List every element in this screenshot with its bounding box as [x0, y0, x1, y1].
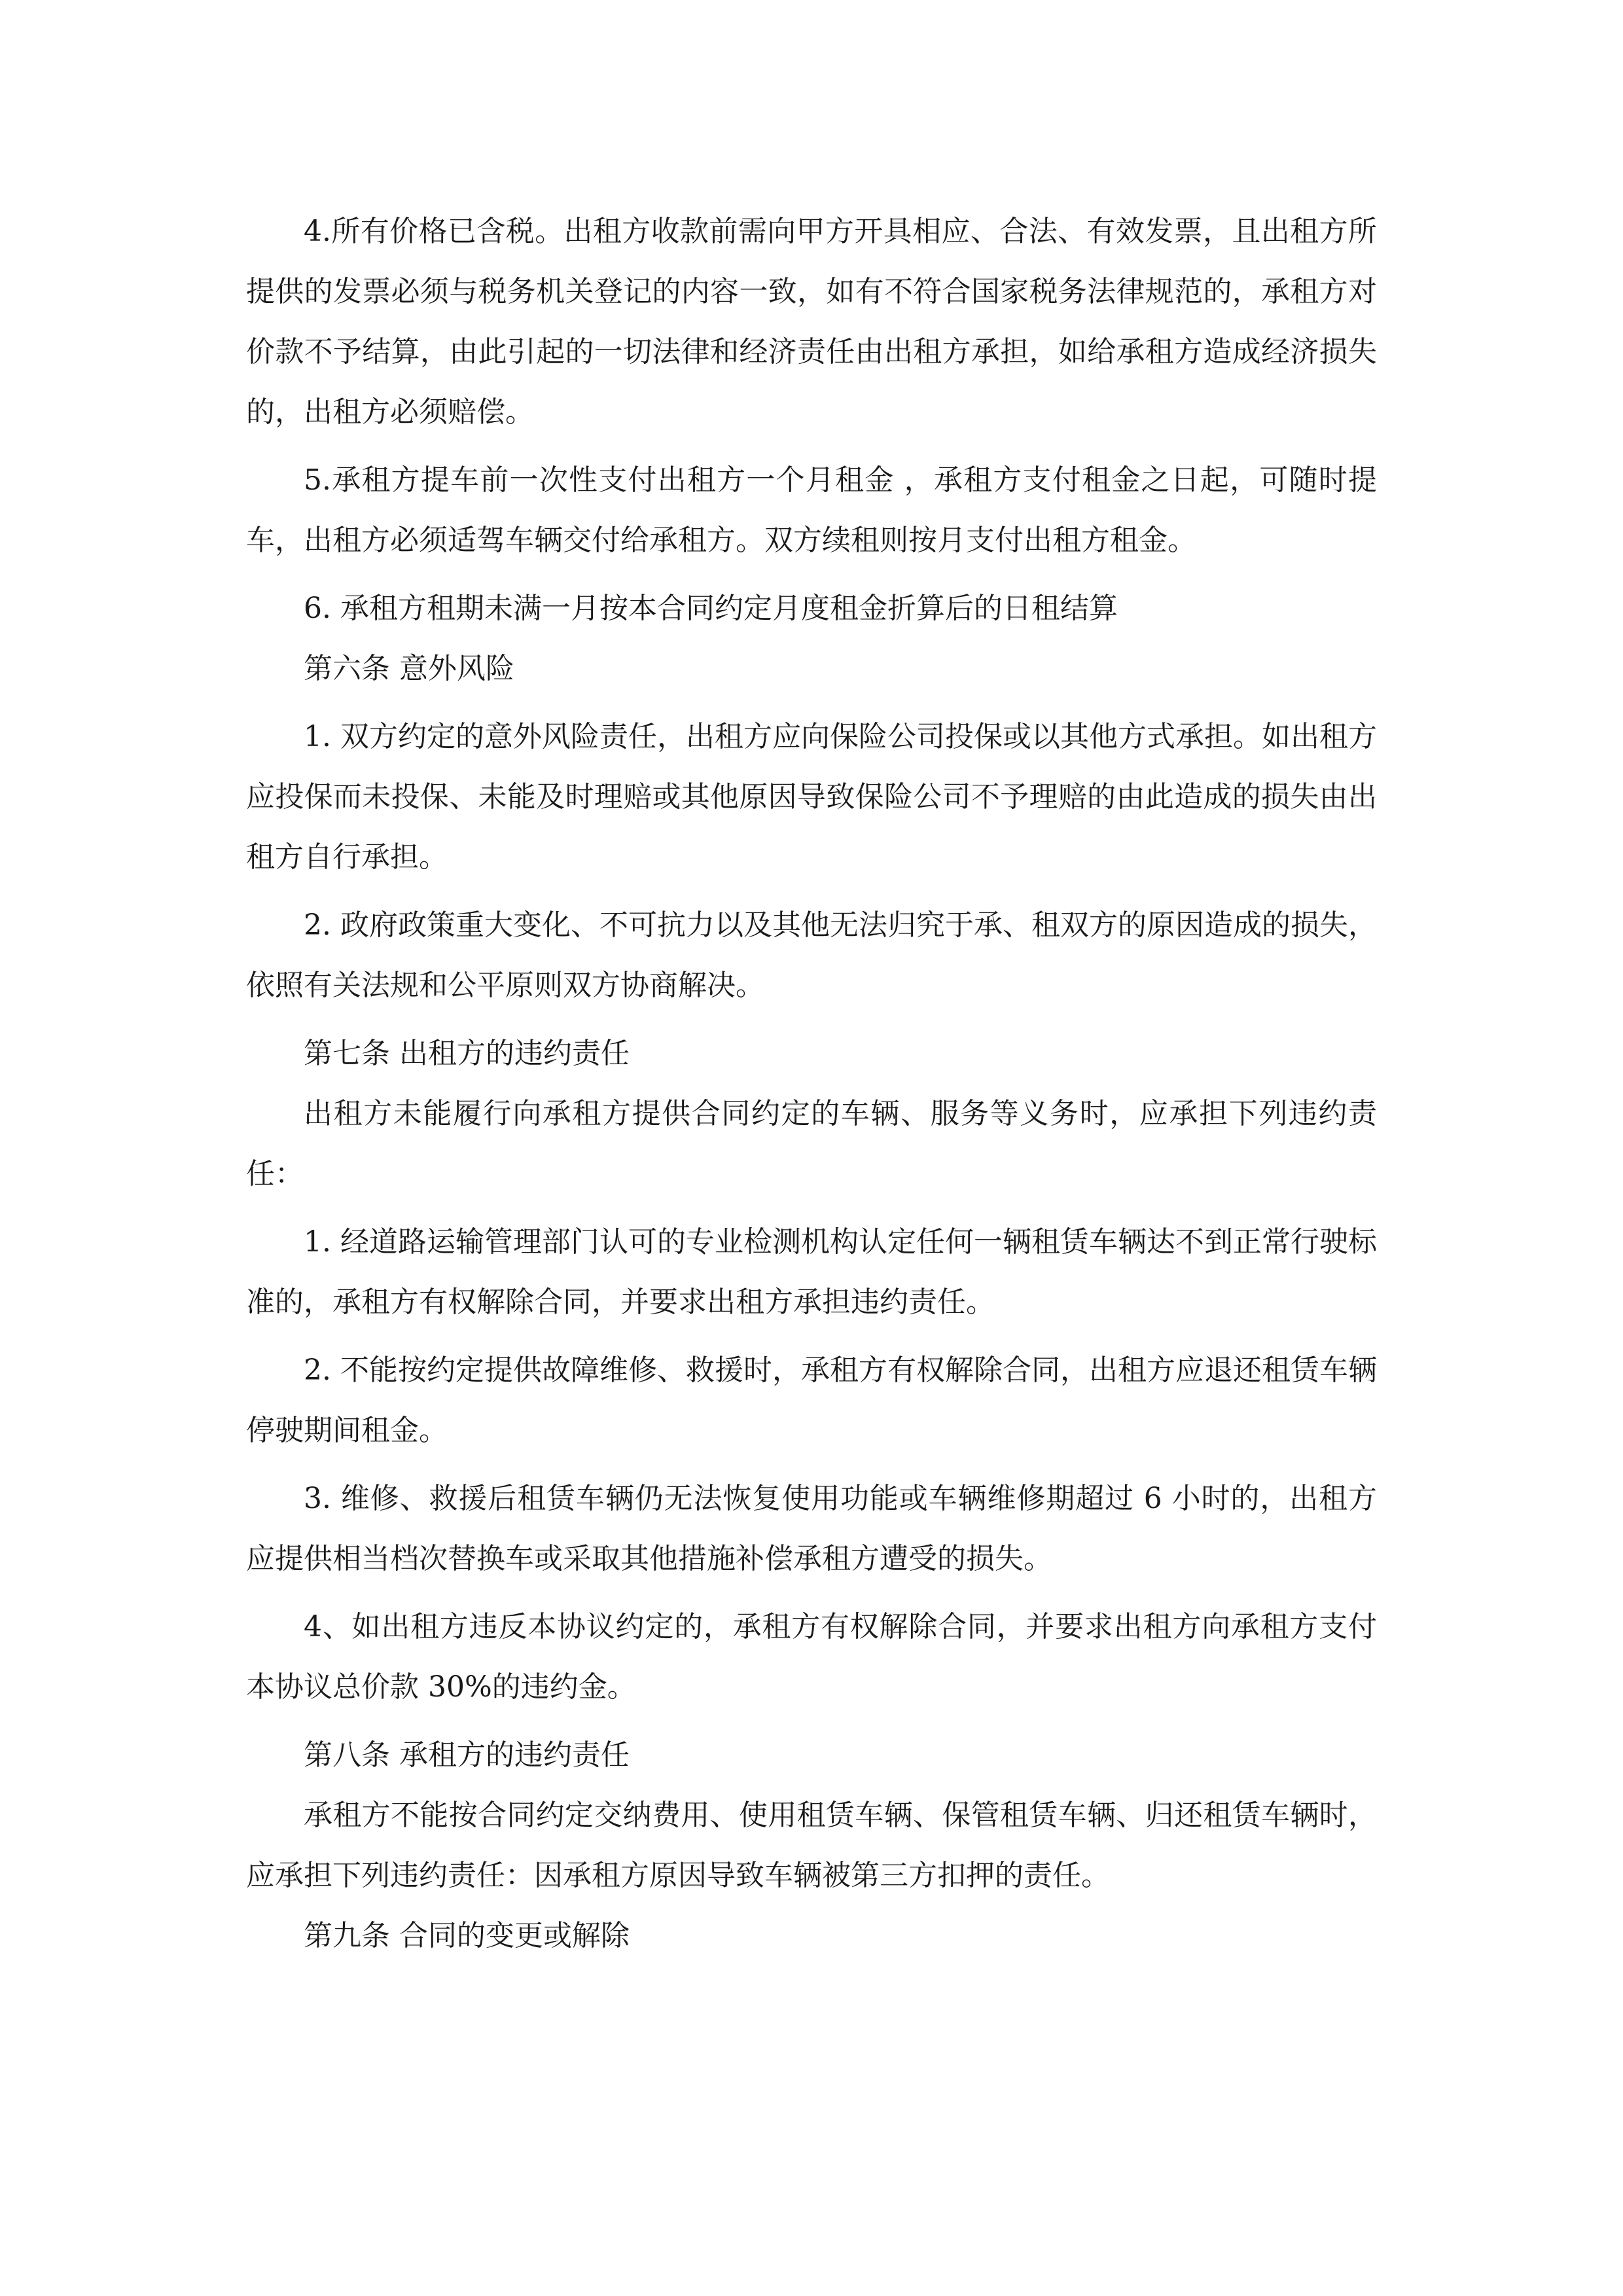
paragraph-article-7-intro: 出租方未能履行向承租方提供合同约定的车辆、服务等义务时，应承担下列违约责任：: [246, 1097, 1377, 1191]
heading-article-8: 第八条 承租方的违约责任: [304, 1738, 630, 1772]
paragraph-daily-rent: 6. 承租方租期未满一月按本合同约定月度租金折算后的日租结算: [304, 592, 1118, 625]
document-body: [246, 202, 1377, 1966]
heading-article-6: 第六条 意外风险: [304, 652, 514, 685]
paragraph-article-7-item-4: 4、如出租方违反本协议约定的，承租方有权解除合同，并要求出租方向承租方支付本协议总价款 30%的违约金。: [246, 1610, 1377, 1704]
paragraph-article-8-body: 承租方不能按合同约定交纳费用、使用租赁车辆、保管租赁车辆、归还租赁车辆时，应承担下列违约责任：因承租方原因导致车辆被第三方扣押的责任。: [246, 1799, 1377, 1892]
paragraph-rent-payment: 5.承租方提车前一次性支付出租方一个月租金 ，承租方支付租金之日起，可随时提车，出租方必须适驾车辆交付给承租方。双方续租则按月支付出租方租金。: [246, 463, 1377, 557]
paragraph-tax-invoice: 4.所有价格已含税。出租方收款前需向甲方开具相应、合法、有效发票，且出租方所提供的发票必须与税务机关登记的内容一致，如有不符合国家税务法律规范的，承租方对价款不予结算，由此引起的一切法律和经济责任由出租方承担，如给承租方造成经济损失的，出租方必须赔偿。: [246, 215, 1377, 429]
paragraph-article-7-item-1: 1. 经道路运输管理部门认可的专业检测机构认定任何一辆租赁车辆达不到正常行驶标准的，承租方有权解除合同，并要求出租方承担违约责任。: [246, 1225, 1377, 1319]
paragraph-article-7-item-3: 3. 维修、救援后租赁车辆仍无法恢复使用功能或车辆维修期超过 6 小时的，出租方应提供相当档次替换车或采取其他措施补偿承租方遭受的损失。: [246, 1482, 1377, 1575]
paragraph-article-6-item-2: 2. 政府政策重大变化、不可抗力以及其他无法归究于承、租双方的原因造成的损失，依照有关法规和公平原则双方协商解决。: [246, 908, 1377, 1002]
paragraph-article-7-item-2: 2. 不能按约定提供故障维修、救援时，承租方有权解除合同，出租方应退还租赁车辆停驶期间租金。: [246, 1354, 1377, 1447]
heading-article-9: 第九条 合同的变更或解除: [304, 1919, 630, 1952]
paragraph-article-6-item-1: 1. 双方约定的意外风险责任，出租方应向保险公司投保或以其他方式承担。如出租方应投保而未投保、未能及时理赔或其他原因导致保险公司不予理赔的由此造成的损失由出租方自行承担。: [246, 720, 1377, 874]
heading-article-7: 第七条 出租方的违约责任: [304, 1037, 630, 1070]
